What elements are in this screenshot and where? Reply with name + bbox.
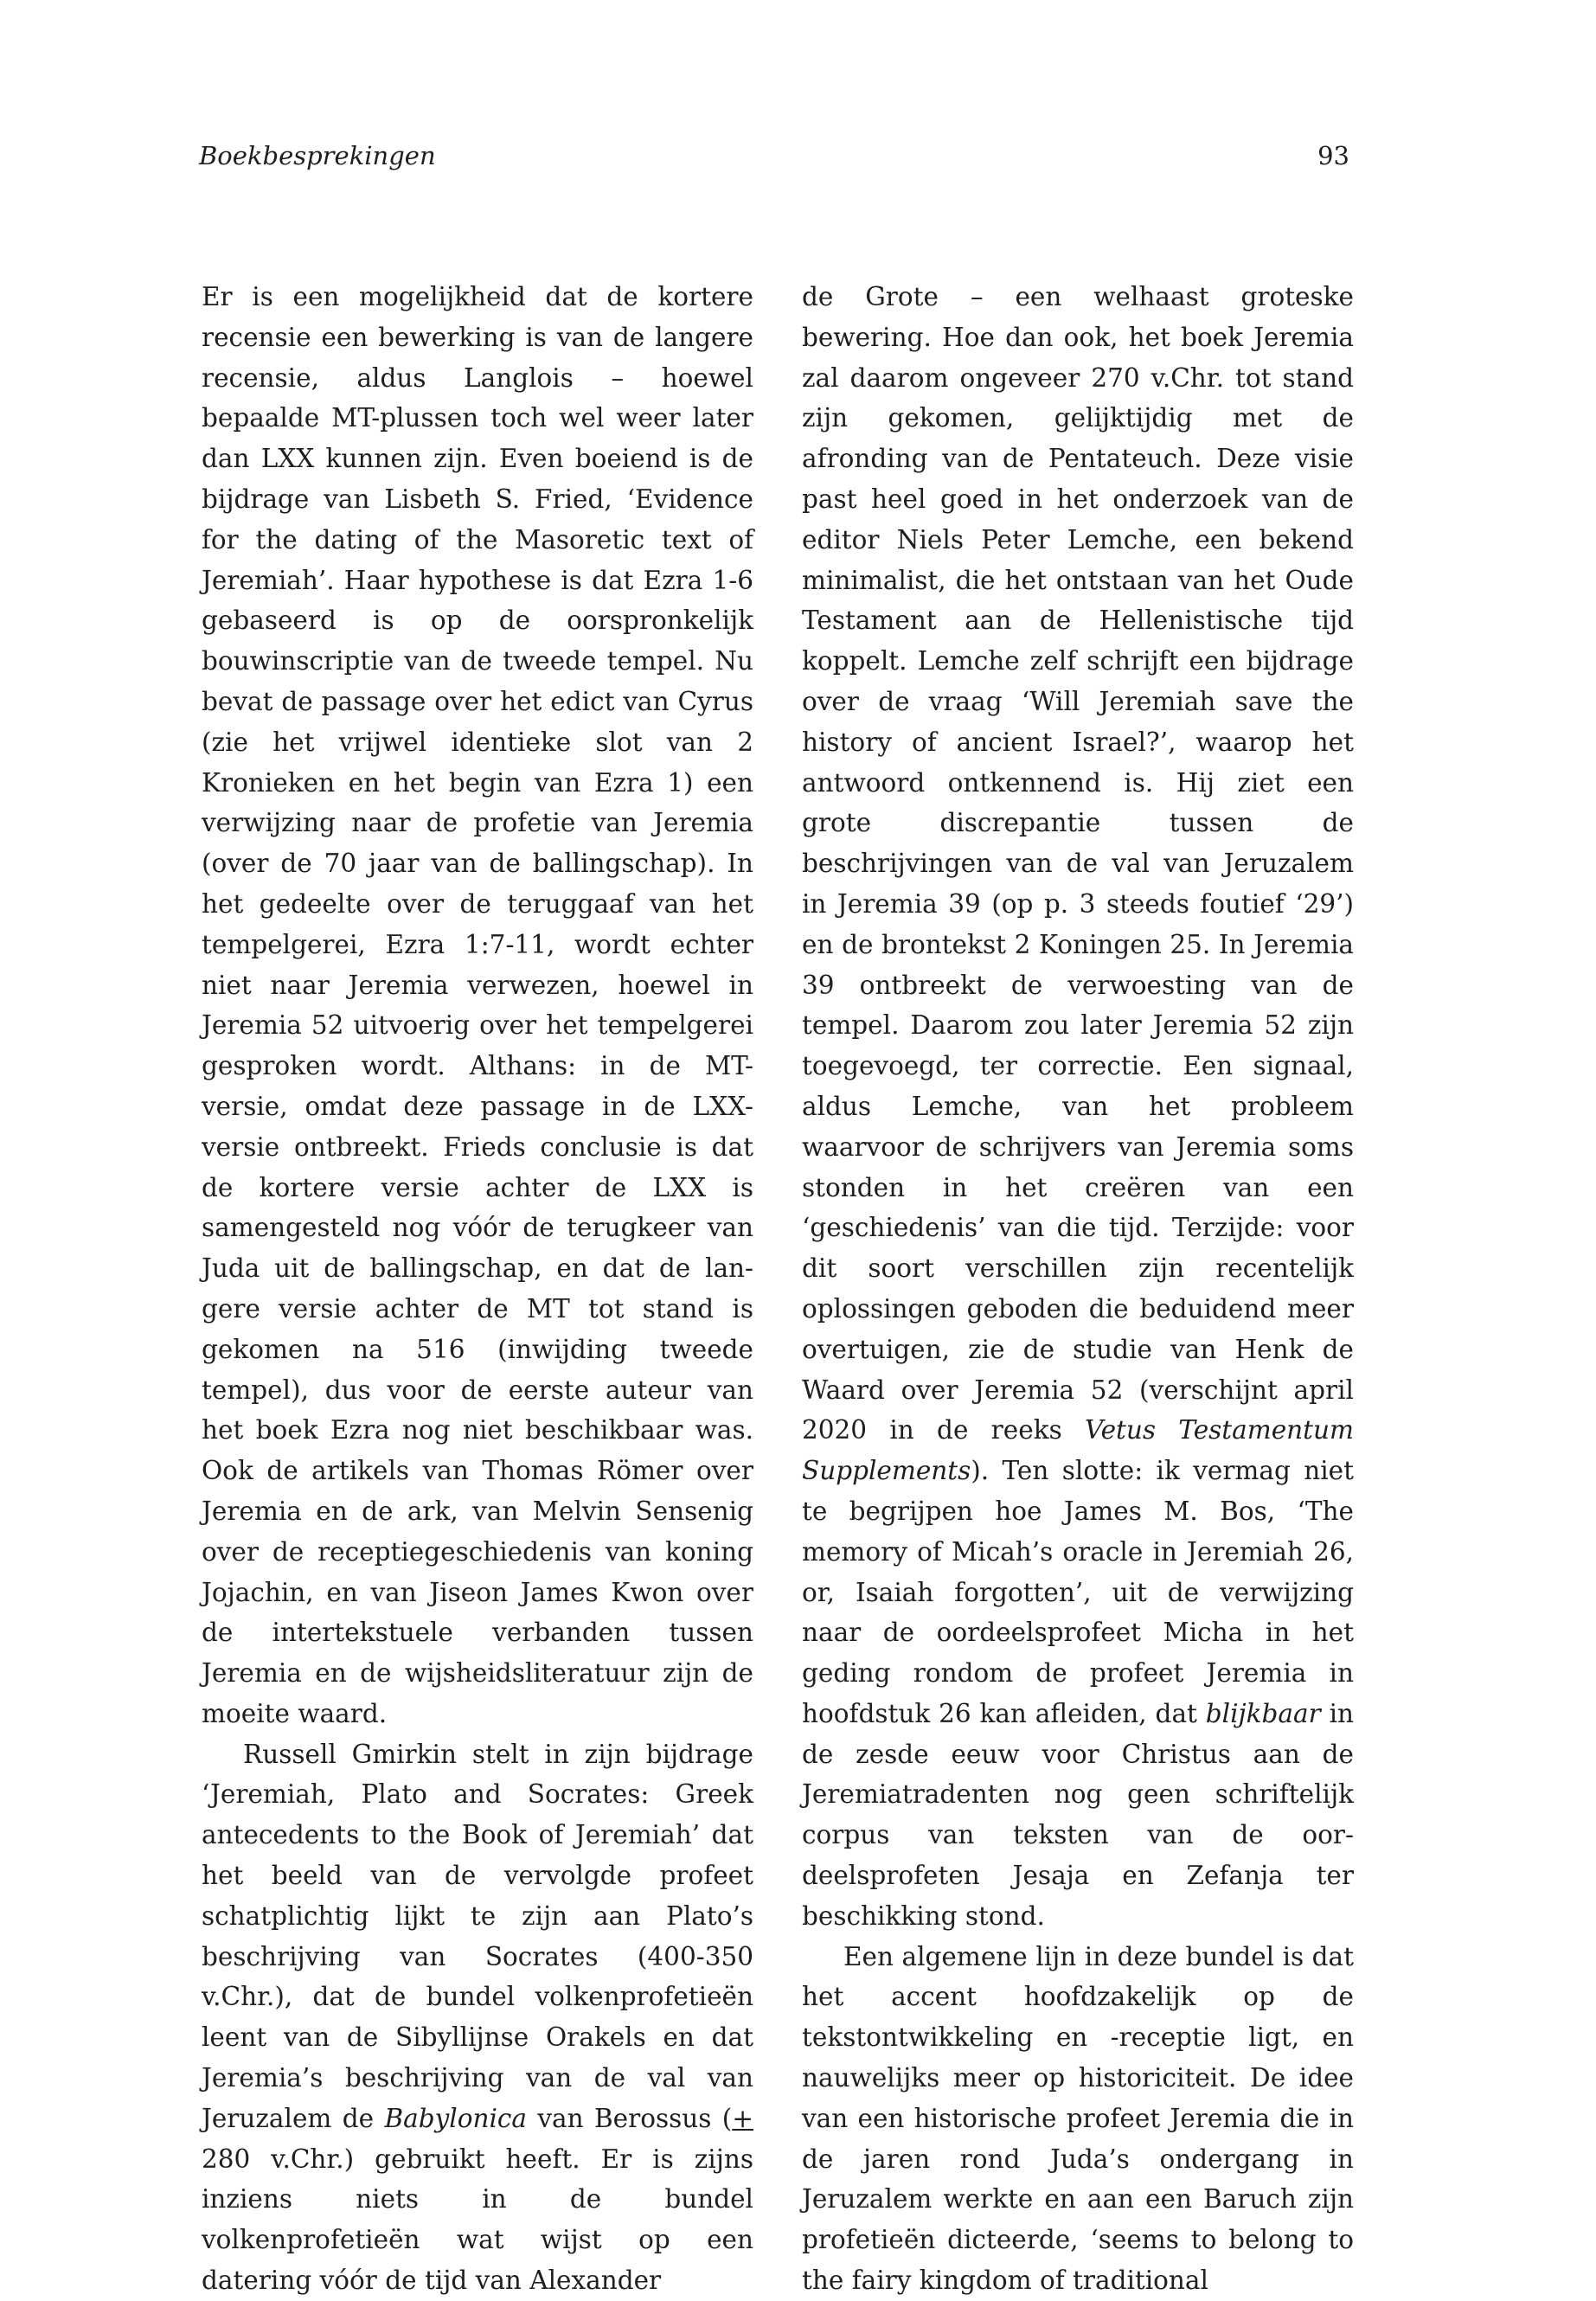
babylonica-title: Babylonica <box>384 2103 528 2133</box>
right-paragraph-1-text-c: in de zesde eeuw voor Christus aan de Jeremiatradenten nog geen schriftelijk corpus van teksten van de oordeelsprofeten Jesaja en Zefanja ter beschikking stond. <box>802 1698 1355 1931</box>
page-number: 93 <box>1317 141 1349 170</box>
right-paragraph-1-text-a: de Grote – een welhaast groteske bewering. Hoe dan ook, het boek Jeremia zal daarom ongeveer 270 v.Chr. tot stand zijn gekomen, gelijktijdig met de afronding van de Pentateuch. Deze visie past heel goed in het onderzoek van de editor Niels Peter Lemche, een bekend minimalist, die het ontstaan van het Oude Testament aan de Hellenistische tijd koppelt. Lemche zelf schrijft een bijdrage over de vraag ‘Will Jeremiah save the history of ancient Israel?’, waarop het antwoord ontkennend is. Hij ziet een grote discrepantie tussen de beschrijvingen van de val van Jeruzalem in Jeremia 39 (op p. 3 steeds foutief ‘29’) en de brontekst 2 Koningen 25. In Jeremia 39 ontbreekt de verwoesting van de tempel. Daarom zou later Jeremia 52 zijn toegevoegd, ter correctie. Een signaal, aldus Lemche, van het probleem waarvoor de schrijvers van Jeremia soms stonden in het creëren van een ‘geschiedenis’ van die tijd. Terzijde: voor dit soort verschillen zijn recentelijk oplossingen geboden die beduidend meer overtuigen, zie de studie van Henk de Waard over Jeremia 52 (verschijnt april 2020 in de reeks <box>802 282 1354 1445</box>
right-paragraph-1 <box>802 277 1354 1937</box>
series-title: Vetus Testamentum Supplements <box>802 1415 1354 1486</box>
section-title: Boekbesprekingen <box>199 141 436 170</box>
running-header <box>199 137 1349 175</box>
left-paragraph-2-text-c: 280 v.Chr.) gebruikt heeft. Er is zijns inziens niets in de bundel volkenprofetieën wat wijst op een datering vóór de tijd van Alexander <box>202 2144 753 2296</box>
left-paragraph-2-text-b: van Berossus ( <box>527 2103 733 2133</box>
right-column <box>802 277 1355 2296</box>
left-column <box>202 277 753 2296</box>
plus-minus-sign: + <box>732 2103 753 2133</box>
left-paragraph-2 <box>202 1734 753 2301</box>
left-paragraph-2-text-a: Russell Gmirkin stelt in zijn bijdrage ‘Jeremiah, Plato and Socrates: Greek antecedents to the Book of Jeremiah’ dat het beeld van de vervolgde profeet schatplichtig lijkt te zijn aan Plato’s beschrijving van Socrates (400-350 v.Chr.), dat de bundel volkenprofetieën leent van de Sibyllijnse Orakels en dat Jeremia’s beschrijving van de val van Jeruzalem de <box>202 1739 753 2133</box>
right-paragraph-1-text-b: ). Ten slotte: ik vermag niet te begrijpen hoe James M. Bos, ‘The memory of Micah’s oracle in Jeremiah 26, or, Isaiah forgotten’, uit de verwijzing naar de oordeelsprofeet Micha in het geding rondom de profeet Jeremia in hoofdstuk 26 kan afleiden, dat <box>802 1456 1354 1728</box>
right-paragraph-2: Een algemene lijn in deze bundel is dat het accent hoofdzakelijk op de tekstontwikkeling en -receptie ligt, en nauwelijks meer op historiciteit. De idee van een historische profeet Jeremia die in de jaren rond Juda’s ondergang in Jeruzalem werkte en aan een Baruch zijn profetieën dicteerde, ‘seems to belong to the fairy kingdom of traditional <box>802 1941 1354 2296</box>
emphasis-blijkbaar: blijkbaar <box>1205 1698 1321 1728</box>
left-paragraph-1: Er is een mogelijkheid dat de kortere recensie een bewerking is van de langere recensie, aldus Langlois – hoewel bepaalde MT-plussen toch wel weer later dan LXX kunnen zijn. Even boeiend is de bijdrage van Lisbeth S. Fried, ‘Evidence for the dating of the Masoretic text of Jeremiah’. Haar hypothese is dat Ezra 1-6 gebaseerd is op de oorspronkelijk bouwinscriptie van de tweede tempel. Nu bevat de passage over het edict van Cyrus (zie het vrijwel identieke slot van 2 Kronieken en het begin van Ezra 1) een verwijzing naar de profetie van Jeremia (over de 70 jaar van de ballingschap). In het gedeelte over de teruggaaf van het tempelgerei, Ezra 1:7-11, wordt echter niet naar Jeremia verwezen, hoewel in Jeremia 52 uitvoerig over het tempelgerei gesproken wordt. Althans: in de MT-versie, omdat deze passage in de LXX-versie ontbreekt. Frieds conclusie is dat de kortere versie achter de LXX is samengesteld nog vóór de terugkeer van Juda uit de ballingschap, en dat de langere versie achter de MT tot stand is gekomen na 516 (inwijding tweede tempel), dus voor de eerste auteur van het boek Ezra nog niet beschikbaar was. Ook de artikels van Thomas Römer over Jeremia en de ark, van Melvin Sensenig over de receptiegeschiedenis van koning Jojachin, en van Jiseon James Kwon over de intertekstuele verbanden tussen Jeremia en de wijsheidsliteratuur zijn de moeite waard. <box>202 282 753 1728</box>
